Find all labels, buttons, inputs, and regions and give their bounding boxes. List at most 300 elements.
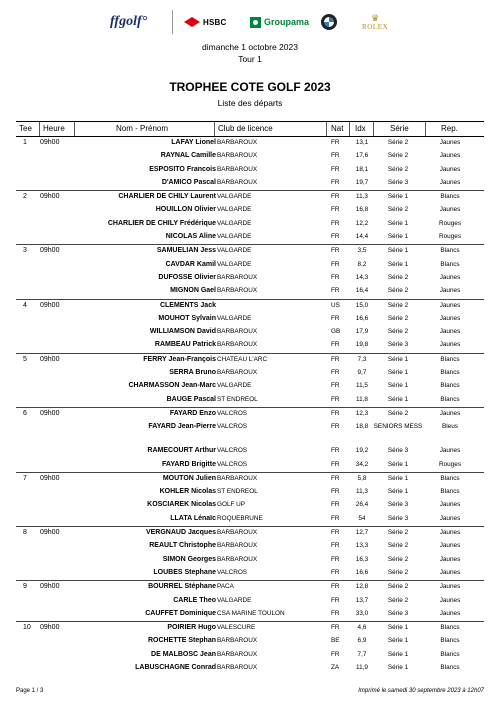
player-nationality: FR [331,501,340,509]
player-index: 12,8 [355,583,369,591]
tee-group [16,407,484,472]
player-serie: Série 2 [387,206,409,214]
table-row [16,326,484,339]
start-time: 09h00 [40,474,60,482]
player-name: RAMECOURT Arthur [147,447,216,455]
player-nationality: FR [331,341,340,349]
player-name: CHARMASSON Jean-Marc [128,382,216,390]
groupama-logo: Groupama [250,6,309,38]
player-index: 7,3 [357,355,367,363]
col-heure: Heure [43,124,65,133]
player-club: ST ENDREOL [217,488,258,496]
table-row [16,218,484,231]
player-name: LAFAY Lionel [171,139,216,146]
player-tee-color: Jaunes [439,568,461,576]
player-name: HOUILLON Olivier [155,206,216,214]
player-nationality: FR [331,273,340,281]
groupama-icon [250,17,261,28]
player-index: 11,9 [356,663,368,671]
player-nationality: FR [331,233,340,241]
tee-number: 5 [23,355,27,363]
player-tee-color: Jaunes [439,542,461,550]
start-time: 09h00 [40,193,60,201]
player-serie: Série 1 [387,663,409,671]
player-serie: Série 2 [387,555,409,563]
player-name: CAVDAR Kamil [165,260,216,268]
player-index: 12,2 [355,219,369,227]
page-number: Page 1 / 3 [16,688,44,694]
player-serie: Série 2 [387,542,409,550]
player-name: WILLIAMSON David [149,328,216,336]
player-club: VALCROS [217,447,248,455]
player-serie: Série 2 [387,328,409,336]
player-serie: Série 1 [387,260,409,268]
table-row [16,300,484,313]
player-name: RAMBEAU Patrick [154,341,216,349]
table-header [16,121,484,137]
player-tee-color: Jaunes [439,447,461,455]
player-tee-color: Jaunes [439,287,461,295]
player-name: BAUGE Pascal [166,395,216,403]
hsbc-hexagon-icon [184,17,200,28]
player-serie: Série 1 [387,369,409,377]
tee-number: 6 [23,409,27,417]
player-serie: Série 2 [387,165,409,173]
tour-label: Tour 1 [238,54,262,64]
player-club: BARBAROUX [217,529,258,537]
player-name: REAULT Christophe [149,542,216,550]
player-name: CHARLIER DE CHILY Laurent [118,193,216,201]
player-name: CAUFFET Dominique [145,609,216,617]
start-list-table [16,121,484,675]
table-row [16,380,484,393]
player-tee-color: Blancs [440,624,460,632]
player-name: ROCHETTE Stephan [147,637,216,645]
table-row [16,459,484,472]
player-index: 16,6 [355,314,369,322]
player-serie: Série 1 [387,233,409,241]
player-nationality: FR [331,165,340,173]
tee-group [16,190,484,244]
start-time: 09h00 [40,529,60,537]
player-nationality: FR [331,287,340,295]
player-serie: Série 2 [387,152,409,160]
player-tee-color: Rouges [438,233,462,241]
table-row [16,540,484,553]
player-club: VALCROS [217,423,248,431]
player-tee-color: Jaunes [439,206,461,214]
player-serie: Série 1 [387,247,409,255]
player-serie: Série 1 [387,650,409,658]
player-club: CSA MARINE TOULON [217,609,285,617]
player-serie: Série 1 [387,474,409,482]
player-serie: Série 2 [387,596,409,604]
player-tee-color: Blancs [440,395,460,403]
player-club: BARBAROUX [217,178,258,186]
player-nationality: BE [331,637,340,645]
player-tee-color: Jaunes [439,178,461,186]
player-index: 9,7 [357,369,367,377]
start-time: 09h00 [40,139,60,146]
player-serie: Série 3 [387,447,409,455]
player-index: 18,8 [355,423,369,431]
player-serie: Série 2 [387,409,409,417]
player-tee-color: Jaunes [439,328,461,336]
start-time: 09h00 [40,247,60,255]
start-time: 09h00 [40,624,60,632]
page-subtitle: Liste des départs [217,98,283,108]
player-club: VALGARDE [217,314,252,322]
player-index: 16,4 [355,287,369,295]
player-index: 11,5 [356,382,368,390]
player-serie: Série 3 [387,514,409,522]
player-club: VALGARDE [217,382,252,390]
player-club: CHATEAU L'ARC [217,355,268,363]
player-tee-color: Blancs [440,637,460,645]
player-index: 12,7 [355,529,369,537]
col-idx: Idx [355,124,366,133]
tee-group [16,621,484,675]
table-row [16,421,484,445]
player-name: SIMON Georges [162,555,216,563]
player-index: 14,4 [355,233,369,241]
player-nationality: FR [331,395,340,403]
table-row [16,486,484,499]
player-index: 14,3 [355,273,369,281]
player-club: BARBAROUX [217,287,258,295]
player-nationality: FR [331,555,340,563]
player-serie: Série 2 [387,314,409,322]
player-index: 26,4 [355,501,369,509]
player-club: VALGARDE [217,596,252,604]
player-club: GOLF UP [217,501,246,509]
col-serie: Série [390,124,409,133]
player-nationality: FR [331,474,340,482]
player-tee-color: Blancs [440,650,460,658]
player-name: MOUHOT Sylvain [158,314,216,322]
player-club: BARBAROUX [217,474,258,482]
player-nationality: FR [331,152,340,160]
player-club: VALGARDE [217,193,252,201]
player-club: VALGARDE [217,206,252,214]
player-nationality: FR [331,488,340,496]
player-nationality: FR [331,193,340,201]
player-serie: Série 2 [387,273,409,281]
player-tee-color: Jaunes [439,555,461,563]
player-serie: Série 1 [387,355,409,363]
player-serie: Série 1 [387,624,409,632]
player-club: BARBAROUX [217,663,258,671]
player-name: NICOLAS Aline [165,233,216,241]
player-index: 34,2 [355,460,369,468]
player-name: SERRA Bruno [169,369,216,377]
tee-number: 8 [23,529,27,537]
player-tee-color: Blancs [440,488,460,496]
player-serie: Série 1 [387,395,409,403]
table-row [16,285,484,298]
player-club: BARBAROUX [217,555,258,563]
player-club: VALGARDE [217,219,252,227]
player-tee-color: Blancs [440,663,460,671]
col-name: Nom - Prénom [116,124,169,133]
player-nationality: FR [331,650,340,658]
tee-group [16,137,484,190]
sponsor-bar [0,6,500,38]
hsbc-logo: HSBC [184,6,226,38]
player-nationality: FR [331,447,340,455]
table-row [16,662,484,675]
player-name: FAYARD Jean-Pierre [148,423,216,431]
tee-number: 10 [23,624,31,632]
player-tee-color: Jaunes [439,609,461,617]
player-tee-color: Jaunes [439,139,461,146]
player-nationality: FR [331,609,340,617]
player-tee-color: Jaunes [439,341,461,349]
player-index: 15,0 [355,301,369,309]
player-index: 19,2 [355,447,369,455]
player-name: RAYNAL Camille [160,152,216,160]
player-serie: Série 2 [387,568,409,576]
player-index: 13,7 [355,596,369,604]
table-row [16,394,484,407]
player-club: BARBAROUX [217,165,258,173]
player-name: CLEMENTS Jack [159,301,216,309]
player-club: ST ENDREOL [217,395,258,403]
player-name: LLATA Lénaïc [170,514,216,522]
player-index: 16,3 [355,555,369,563]
player-index: 3,5 [357,247,367,255]
player-nationality: FR [331,139,340,146]
player-serie: Série 1 [387,637,409,645]
print-date: Imprimé le samedi 30 septembre 2023 à 12h07 [358,688,484,694]
player-tee-color: Blancs [440,382,460,390]
col-nat: Nat [331,124,344,133]
player-club: BARBAROUX [217,328,258,336]
start-time: 09h00 [40,301,60,309]
player-serie: Série 1 [387,488,409,496]
crown-icon: ♛ [371,12,380,23]
bmw-roundel-icon [321,14,337,30]
player-tee-color: Blancs [440,369,460,377]
table-row [16,554,484,567]
player-nationality: FR [331,355,340,363]
table-row [16,595,484,608]
tee-number: 1 [23,139,27,146]
table-row [16,313,484,326]
tee-group [16,580,484,621]
player-index: 16,8 [355,206,369,214]
player-nationality: US [331,301,340,309]
table-row [16,367,484,380]
player-nationality: FR [331,596,340,604]
tee-group [16,299,484,353]
player-serie: Série 3 [387,501,409,509]
player-club: VALGARDE [217,233,252,241]
table-row [16,567,484,580]
table-row [16,408,484,421]
player-nationality: FR [331,460,340,468]
player-name: LOUBES Stephane [153,568,216,576]
player-nationality: FR [331,314,340,322]
player-club: VALESCURE [217,624,256,632]
player-index: 11,8 [356,395,368,403]
table-row [16,473,484,486]
player-nationality: FR [331,423,340,431]
player-nationality: FR [331,529,340,537]
player-name: FERRY Jean-François [143,355,216,363]
player-tee-color: Jaunes [439,314,461,322]
player-index: 17,9 [355,328,369,336]
table-row [16,608,484,621]
player-tee-color: Jaunes [439,301,461,309]
tee-number: 2 [23,193,27,201]
tee-group [16,244,484,298]
player-name: MIGNON Gael [170,287,216,295]
player-nationality: FR [331,206,340,214]
player-nationality: FR [331,624,340,632]
col-tee: Tee [19,124,32,133]
player-tee-color: Blancs [440,355,460,363]
player-index: 12,3 [355,409,369,417]
player-serie: Série 2 [387,139,409,146]
player-index: 5,8 [357,474,367,482]
logo-divider [172,10,173,34]
player-index: 33,0 [355,609,369,617]
start-time: 09h00 [40,409,60,417]
table-row [16,191,484,204]
table-row [16,445,484,458]
player-serie: SENIORS MESS [373,423,423,431]
table-row [16,581,484,594]
player-club: BARBAROUX [217,152,258,160]
tee-number: 3 [23,247,27,255]
player-club: BARBAROUX [217,542,258,550]
player-nationality: FR [331,568,340,576]
table-row [16,137,484,150]
player-serie: Série 2 [387,301,409,309]
player-tee-color: Jaunes [439,596,461,604]
table-row [16,527,484,540]
player-club: BARBAROUX [217,637,258,645]
start-time: 09h00 [40,583,60,591]
player-serie: Série 2 [387,287,409,295]
start-time: 09h00 [40,355,60,363]
player-index: 8,2 [357,260,367,268]
player-club: VALGARDE [217,260,252,268]
page-title: TROPHEE COTE GOLF 2023 [169,80,331,94]
player-club: BARBAROUX [217,139,258,146]
player-tee-color: Blancs [440,193,460,201]
player-name: VERGNAUD Jacques [145,529,216,537]
player-index: 18,1 [355,165,369,173]
player-index: 13,3 [355,542,369,550]
player-name: DE MALBOSC Jean [151,650,216,658]
player-club: BARBAROUX [217,369,258,377]
player-tee-color: Jaunes [439,583,461,591]
table-row [16,245,484,258]
player-club: VALGARDE [217,247,252,255]
tee-number: 4 [23,301,27,309]
table-row [16,622,484,635]
player-serie: Série 1 [387,382,409,390]
player-index: 19,8 [355,341,369,349]
player-name: BOURREL Stéphane [148,583,216,591]
tee-group [16,353,484,407]
player-nationality: FR [331,583,340,591]
player-index: 11,3 [356,488,368,496]
table-row [16,231,484,244]
player-tee-color: Jaunes [439,165,461,173]
player-name: POIRIER Hugo [167,624,216,632]
player-index: 17,6 [355,152,369,160]
table-row [16,150,484,163]
player-index: 7,7 [357,650,367,658]
player-tee-color: Rouges [438,219,462,227]
player-name: LABUSCHAGNE Conrad [135,663,216,671]
player-club: VALCROS [217,568,248,576]
player-club: VALCROS [217,409,248,417]
ffgolf-logo: ffgolf° [110,14,148,29]
player-serie: Série 3 [387,609,409,617]
table-row [16,635,484,648]
player-tee-color: Blancs [440,247,460,255]
player-club: PACA [217,583,234,591]
table-row [16,259,484,272]
player-club: BARBAROUX [217,273,258,281]
player-serie: Série 3 [387,178,409,186]
table-row [16,354,484,367]
player-name: MOUTON Julien [162,474,216,482]
table-row [16,164,484,177]
player-nationality: FR [331,219,340,227]
player-index: 54 [358,514,366,522]
col-club: Club de licence [218,124,273,133]
table-row [16,272,484,285]
table-row [16,499,484,512]
player-nationality: FR [331,260,340,268]
player-serie: Série 1 [387,460,409,468]
player-tee-color: Jaunes [439,514,461,522]
player-club: VALCROS [217,460,248,468]
player-serie: Série 2 [387,583,409,591]
player-nationality: GB [331,328,341,336]
table-body [16,137,484,675]
player-tee-color: Jaunes [439,501,461,509]
player-index: 4,6 [357,624,367,632]
player-serie: Série 1 [387,193,409,201]
player-tee-color: Jaunes [439,273,461,281]
player-nationality: FR [331,178,340,186]
player-serie: Série 2 [387,529,409,537]
col-rep: Rep. [441,124,458,133]
table-row [16,204,484,217]
player-tee-color: Bleus [442,423,458,431]
player-tee-color: Blancs [440,474,460,482]
player-nationality: FR [331,382,340,390]
player-tee-color: Jaunes [439,529,461,537]
player-nationality: FR [331,247,340,255]
player-index: 13,1 [355,139,369,146]
bmw-logo [321,6,337,38]
player-name: SAMUELIAN Jess [156,247,216,255]
player-tee-color: Jaunes [439,152,461,160]
player-index: 6,9 [357,637,367,645]
player-nationality: FR [331,369,340,377]
player-nationality: ZA [331,663,340,671]
player-name: KOSCIAREK Nicolas [147,501,216,509]
player-index: 16,6 [355,568,369,576]
table-row [16,513,484,526]
